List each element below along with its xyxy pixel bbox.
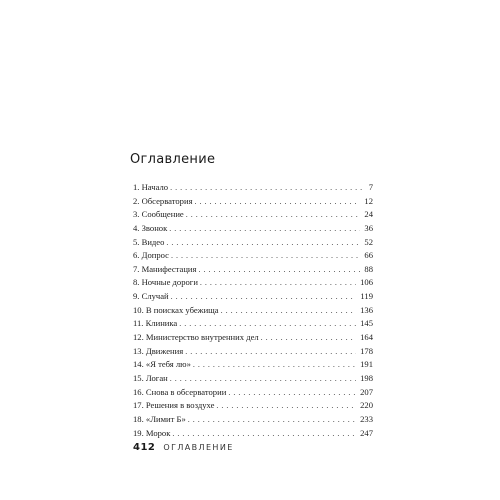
toc-leader-dots (228, 386, 356, 400)
toc-entry-label: 6. Допрос (133, 250, 169, 261)
toc-entry-label: 12. Министерство внутренних дел (133, 332, 259, 343)
toc-entry-label: 13. Движения (133, 345, 184, 356)
toc-entry-label: 4. Звонок (133, 222, 168, 233)
toc-entry-page: 164 (360, 332, 373, 343)
toc-entry-label: 8. Ночные дороги (133, 277, 198, 288)
toc-entry-page: 88 (364, 263, 373, 274)
toc-entry-page: 66 (364, 250, 373, 261)
toc-entry (133, 222, 373, 236)
toc-leader-dots (172, 427, 356, 441)
toc-entry-page: 119 (360, 291, 373, 302)
page-footer (133, 442, 234, 456)
toc-entry (133, 427, 373, 441)
toc-entry (133, 386, 373, 400)
toc-entry-page: 52 (364, 236, 373, 247)
footer-section-title: ОГЛАВЛЕНИЕ (163, 443, 234, 452)
toc-entry-label: 1. Начало (133, 182, 169, 192)
toc-entry-page: 220 (360, 400, 373, 411)
toc-entry-label: 18. «Лимит Б» (133, 413, 186, 424)
toc-leader-dots (193, 358, 356, 372)
toc-entry-label: 5. Видео (133, 236, 165, 247)
toc-entry (133, 345, 373, 359)
toc-entry-page: 178 (360, 345, 373, 356)
toc-leader-dots (166, 236, 360, 250)
toc-entry-label: 15. Логан (133, 372, 168, 383)
toc-entry-page: 247 (360, 427, 373, 438)
toc-entry (133, 195, 373, 209)
toc-entry-page: 191 (360, 359, 373, 370)
toc-entry-page: 7 (368, 182, 373, 192)
toc-entry-label: 16. Снова в обсерватории (133, 386, 227, 397)
toc-entry-label: 14. «Я тебя лю» (133, 359, 191, 370)
footer-page-number: 412 (133, 442, 156, 453)
toc-list (133, 181, 373, 440)
toc-leader-dots (185, 345, 356, 359)
toc-entry (133, 181, 373, 195)
toc-leader-dots (198, 263, 360, 277)
toc-entry-page: 198 (360, 372, 373, 383)
toc-leader-dots (216, 399, 356, 413)
toc-entry (133, 276, 373, 290)
toc-entry (133, 317, 373, 331)
toc-leader-dots (171, 249, 360, 263)
toc-entry-label: 2. Обсерватория (133, 195, 193, 206)
toc-leader-dots (171, 290, 357, 304)
toc-entry (133, 413, 373, 427)
toc-entry-page: 136 (360, 304, 373, 315)
toc-entry-label: 19. Морок (133, 427, 171, 438)
toc-leader-dots (186, 208, 361, 222)
toc-entry (133, 399, 373, 413)
toc-leader-dots (195, 195, 361, 209)
toc-entry-page: 36 (364, 222, 373, 233)
toc-entry-page: 233 (360, 413, 373, 424)
toc-leader-dots (179, 317, 356, 331)
toc-leader-dots (261, 331, 356, 345)
toc-entry (133, 331, 373, 345)
toc-entry (133, 372, 373, 386)
toc-entry (133, 358, 373, 372)
toc-entry (133, 236, 373, 250)
toc-entry-label: 17. Решения в воздухе (133, 400, 215, 411)
page-title: Оглавление (130, 152, 216, 167)
toc-entry (133, 208, 373, 222)
toc-entry-label: 7. Манифестация (133, 263, 197, 274)
toc-entry (133, 304, 373, 318)
toc-entry (133, 290, 373, 304)
toc-entry-page: 145 (360, 318, 373, 329)
toc-leader-dots (170, 181, 365, 195)
toc-leader-dots (188, 413, 356, 427)
toc-leader-dots (170, 372, 356, 386)
toc-leader-dots (221, 304, 356, 318)
toc-entry (133, 263, 373, 277)
toc-entry-label: 11. Клиника (133, 318, 178, 329)
toc-entry-label: 3. Сообщение (133, 209, 184, 220)
toc-entry-page: 106 (360, 277, 373, 288)
toc-leader-dots (200, 276, 356, 290)
toc-entry-page: 24 (364, 209, 373, 220)
toc-leader-dots (169, 222, 360, 236)
toc-entry-label: 9. Случай (133, 291, 169, 302)
toc-entry (133, 249, 373, 263)
toc-entry-label: 10. В поисках убежища (133, 304, 219, 315)
toc-entry-page: 207 (360, 386, 373, 397)
toc-entry-page: 12 (364, 195, 373, 206)
